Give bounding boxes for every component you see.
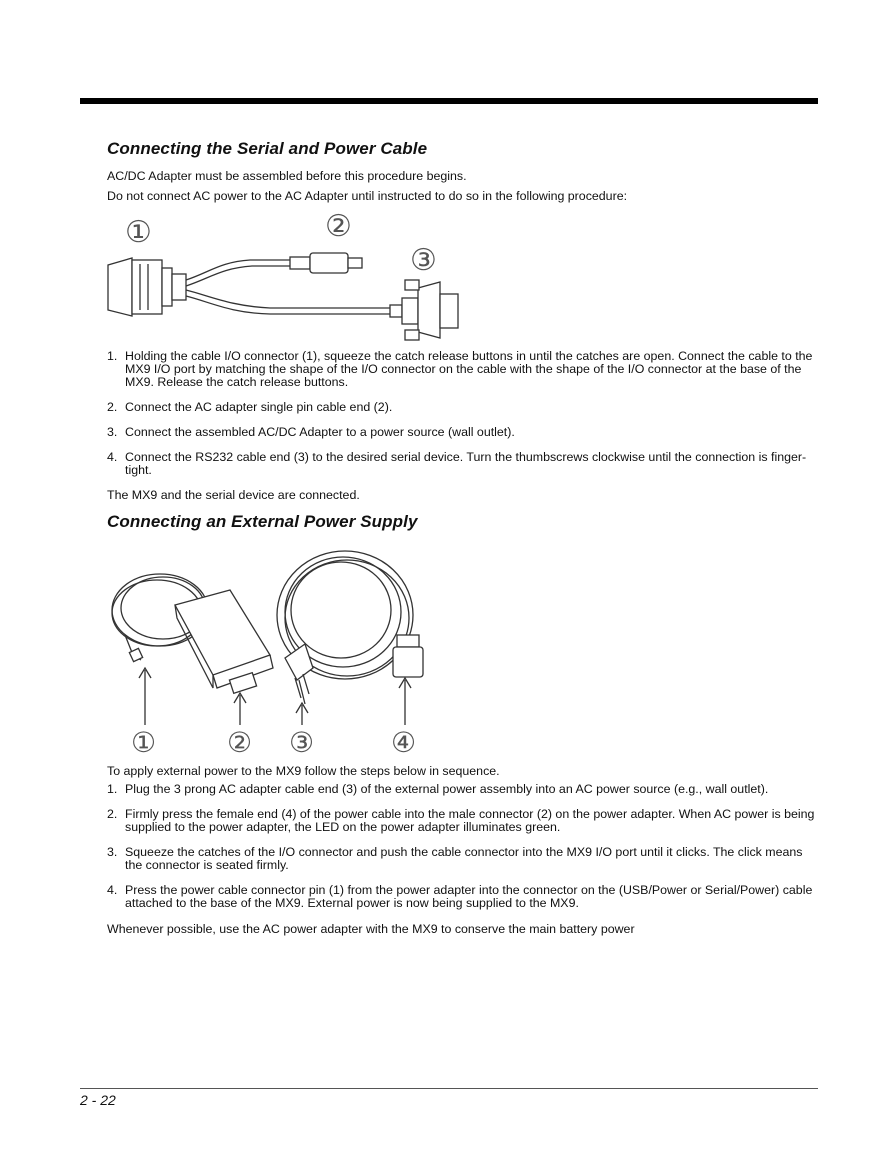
list-item [107,884,817,910]
step-text: Connect the assembled AC/DC Adapter to a power source (wall outlet). [125,425,515,439]
step-number: 4. [107,883,118,897]
step-number: 1. [107,349,118,363]
callout-3: ③ [289,726,315,759]
power-steps-list [107,783,817,910]
step-text: Connect the AC adapter single pin cable end (2). [125,400,393,414]
step-number: 3. [107,425,118,439]
serial-steps-list [107,350,817,477]
callout-1: ① [131,726,157,759]
intro-text-1: AC/DC Adapter must be assembled before this procedure begins. [107,169,467,183]
serial-power-cable-figure [100,210,480,345]
list-item [107,846,817,872]
callout-1: ① [125,215,152,250]
serial-closing-text: The MX9 and the serial device are connected. [107,488,360,502]
callout-2: ② [325,209,352,244]
page-number: 2 - 22 [80,1092,116,1108]
callout-3: ③ [410,243,437,278]
step-text: Connect the RS232 cable end (3) to the desired serial device. Turn the thumbscrews clockwise until the connection is finger-tight. [125,450,807,477]
header-rule [80,98,818,104]
step-text: Press the power cable connector pin (1) from the power adapter into the connector on the (USB/Power or Serial/Power) cable attached to the base of the MX9. External power is now being supplied to the MX9. [125,883,813,910]
step-text: Squeeze the catches of the I/O connector and push the cable connector into the MX9 I/O port until it clicks. The click means the connector is seated firmly. [125,845,803,872]
callout-4: ④ [391,726,417,759]
step-text: Holding the cable I/O connector (1), squeeze the catch release buttons in until the catches are open. Connect the cable to the MX9 I/O port by matching the shape of the I/O connector on the cable with the shape of the I/O connector at the base of the MX9. Release the catch release buttons. [125,349,813,389]
callout-2: ② [227,726,253,759]
step-number: 1. [107,782,118,796]
list-item [107,808,817,834]
footer-rule [80,1088,818,1089]
section-heading-serial-power: Connecting the Serial and Power Cable [107,139,428,158]
section-heading-external-power: Connecting an External Power Supply [107,512,418,531]
power-intro-text: To apply external power to the MX9 follow the steps below in sequence. [107,764,500,778]
step-text: Firmly press the female end (4) of the power cable into the male connector (2) on the power adapter. When AC power is being supplied to the power adapter, the LED on the power adapter illuminates green. [125,807,815,834]
list-item [107,350,817,389]
list-item [107,783,817,796]
list-item [107,451,817,477]
step-number: 4. [107,450,118,464]
step-number: 2. [107,400,118,414]
list-item [107,401,817,414]
intro-text-2: Do not connect AC power to the AC Adapter until instructed to do so in the following procedure: [107,189,628,203]
step-text: Plug the 3 prong AC adapter cable end (3) of the external power assembly into an AC power source (e.g., wall outlet). [125,782,769,796]
list-item [107,426,817,439]
power-closing-text: Whenever possible, use the AC power adapter with the MX9 to conserve the main battery power [107,922,635,936]
step-number: 3. [107,845,118,859]
external-power-supply-figure [105,540,435,759]
step-number: 2. [107,807,118,821]
